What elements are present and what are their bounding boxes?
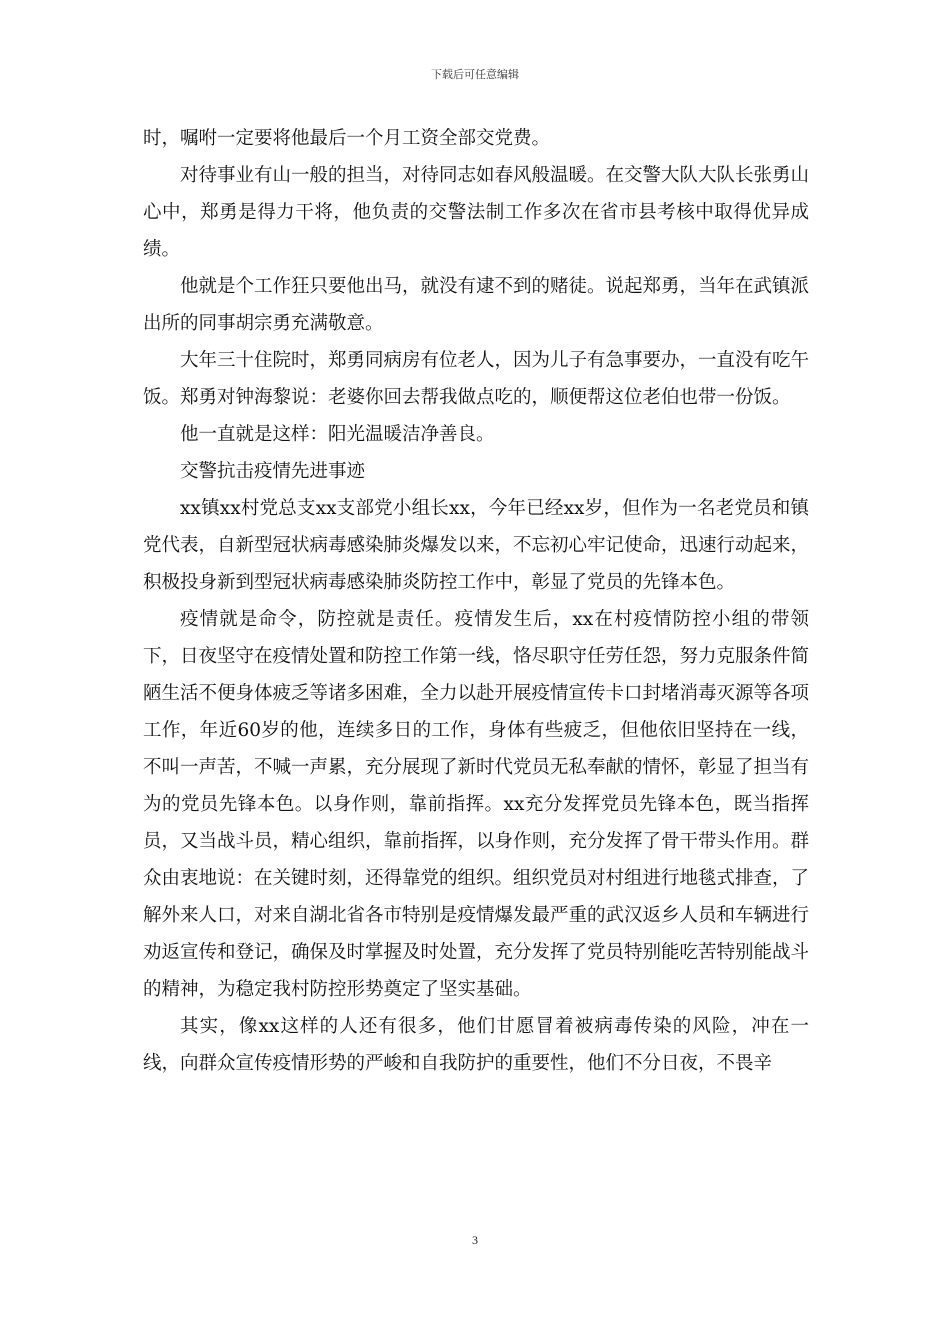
- paragraph: 其实，像xx这样的人还有很多，他们甘愿冒着被病毒传染的风险，冲在一线，向群众宣传疫情形势的严峻和自我防护的重要性，他们不分日夜，不畏辛: [143, 1016, 809, 1074]
- paragraph: 大年三十住院时，郑勇同病房有位老人，因为儿子有急事要办，一直没有吃午饭。郑勇对钟海黎说：老婆你回去帮我做点吃的，顺便帮这位老伯也带一份饭。: [143, 350, 810, 408]
- paragraph: 对待事业有山一般的担当，对待同志如春风般温暖。在交警大队大队长张勇山心中，郑勇是得力干将，他负责的交警法制工作多次在省市县考核中取得优异成绩。: [143, 165, 810, 260]
- paragraph: xx镇xx村党总支xx支部党小组长xx，今年已经xx岁，但作为一名老党员和镇党代表，自新型冠状病毒感染肺炎爆发以来，不忘初心牢记使命，迅速行动起来，积极投身新到型冠状病毒感染肺炎防控工作中，彰显了党员的先锋本色。: [143, 498, 810, 593]
- page-header: 下载后可任意编辑: [431, 68, 519, 81]
- paragraph: 他就是个工作狂只要他出马，就没有逮不到的赌徒。说起郑勇，当年在武镇派出所的同事胡宗勇充满敬意。: [143, 276, 810, 334]
- section-heading: 交警抗击疫情先进事迹: [180, 461, 366, 482]
- paragraph: 疫情就是命令，防控就是责任。疫情发生后，xx在村疫情防控小组的带领下，日夜坚守在疫情处置和防控工作第一线，恪尽职守任劳任怨，努力克服条件简陋生活不便身体疲乏等诸多困难，全力以赴开展疫情宣传卡口封堵消毒灭源等各项工作，年近60岁的他，连续多日的工作，身体有些疲乏，但他依旧坚持在一线，不叫一声苦，不喊一声累，充分展现了新时代党员无私奉献的情怀，彰显了担当有为的党员先锋本色。以身作则，靠前指挥。xx充分发挥党员先锋本色，既当指挥员，又当战斗员，精心组织，靠前指挥，以身作则，充分发挥了骨干带头作用。群众由衷地说：在关键时刻，还得靠党的组织。组织党员对村组进行地毯式排查，了解外来人口，对来自湖北省各市特别是疫情爆发最严重的武汉返乡人员和车辆进行劝返宣传和登记，确保及时掌握及时处置，充分发挥了党员特别能吃苦特别能战斗的精神，为稳定我村防控形势奠定了坚实基础。: [143, 609, 810, 1000]
- document-body: [143, 120, 809, 1082]
- paragraph: 他一直就是这样：阳光温暖洁净善良。: [180, 424, 495, 445]
- page-number: 3: [472, 1233, 478, 1247]
- paragraph: 时，嘱咐一定要将他最后一个月工资全部交党费。: [143, 128, 551, 149]
